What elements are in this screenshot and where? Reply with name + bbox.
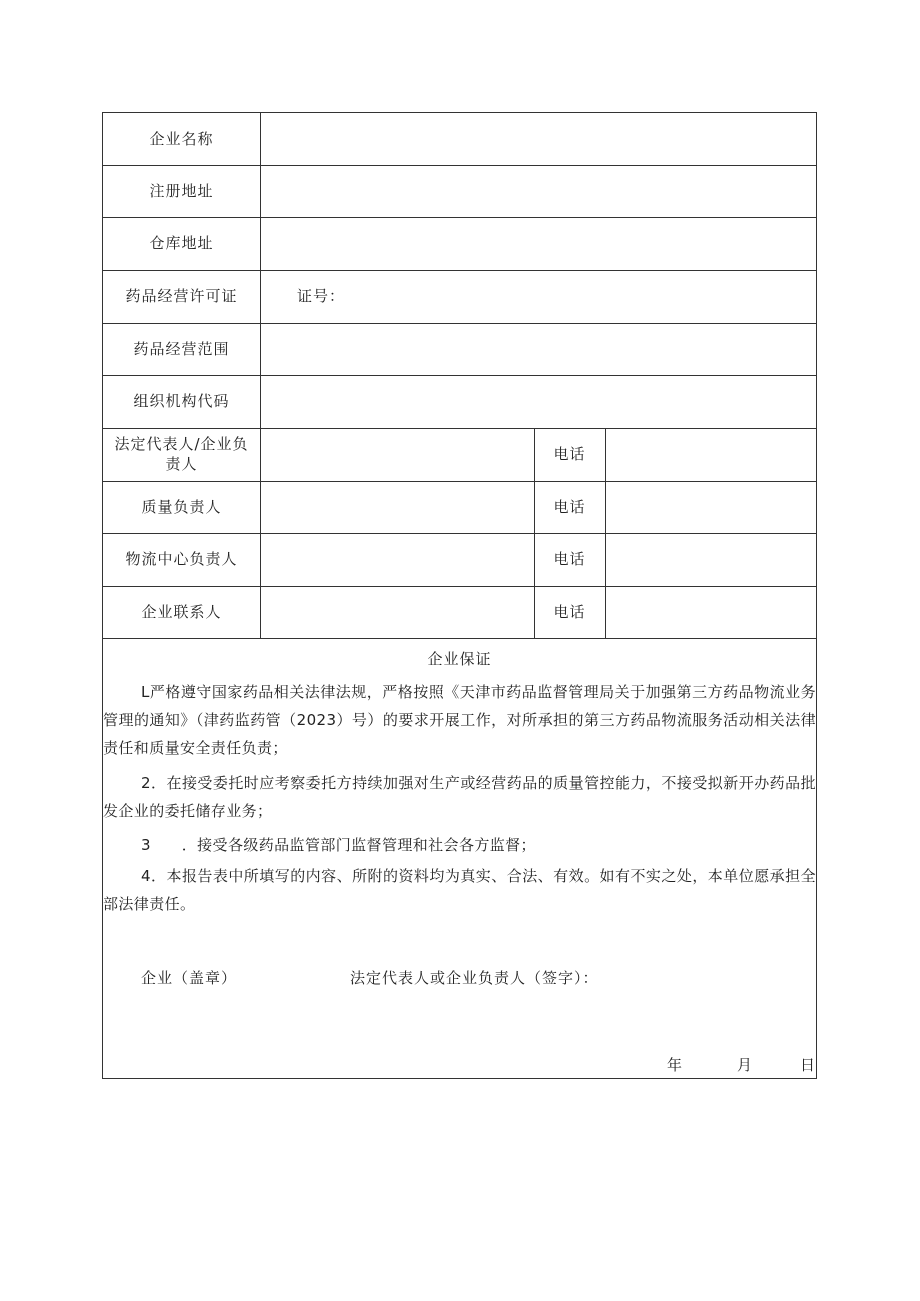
quality-manager-label: 质量负责人	[141, 498, 222, 516]
row-divider	[103, 533, 816, 534]
row-divider	[103, 428, 816, 429]
business-scope-label: 药品经营范围	[133, 340, 230, 358]
row-divider	[103, 165, 816, 166]
representative-signature-label: 法定代表人或企业负责人（签字）：	[350, 969, 599, 987]
company-contact-label: 企业联系人	[141, 603, 222, 621]
guarantee-item-2: 2．在接受委托时应考察委托方持续加强对生产或经营药品的质量管控能力，不接受拟新开办药品批发企业的委托储存业务；	[103, 774, 816, 820]
registered-address-label: 注册地址	[149, 182, 214, 200]
company-name-label: 企业名称	[149, 130, 214, 148]
date-year-label: 年	[667, 1056, 684, 1074]
row-divider	[103, 375, 816, 376]
row-divider	[103, 586, 816, 587]
guarantee-item-4: 4．本报告表中所填写的内容、所附的资料均为真实、合法、有效。如有不实之处，本单位愿承担全部法律责任。	[103, 867, 816, 913]
logistics-center-manager-label: 物流中心负责人	[125, 550, 238, 568]
label-column-divider	[260, 113, 261, 638]
license-number-field[interactable]: 证号：	[297, 287, 346, 305]
row-divider	[103, 323, 816, 324]
drug-license-label: 药品经营许可证	[125, 287, 238, 305]
company-seal-label: 企业（盖章）	[141, 969, 238, 987]
phone-label: 电话	[553, 603, 586, 621]
row-divider	[103, 270, 816, 271]
date-day-label: 日	[800, 1056, 817, 1074]
phone-label-right-divider	[605, 428, 606, 638]
phone-label: 电话	[553, 445, 586, 463]
legal-representative-label: 法定代表人/企业负责人	[114, 435, 249, 473]
warehouse-address-label: 仓库地址	[149, 234, 214, 252]
phone-label: 电话	[553, 550, 586, 568]
date-month-label: 月	[737, 1056, 754, 1074]
organization-code-label: 组织机构代码	[133, 392, 230, 410]
guarantee-title: 企业保证	[427, 650, 492, 668]
row-divider	[103, 481, 816, 482]
phone-label: 电话	[553, 498, 586, 516]
guarantee-item-3: 3 ．接受各级药品监管部门监督管理和社会各方监督；	[141, 836, 536, 854]
enterprise-info-form	[102, 112, 817, 1079]
row-divider	[103, 217, 816, 218]
row-divider	[103, 638, 816, 639]
guarantee-item-1: L严格遵守国家药品相关法律法规，严格按照《天津市药品监督管理局关于加强第三方药品物流业务管理的通知》（津药监药管（2023）号）的要求开展工作，对所承担的第三方药品物流服务活动相关法律责任和质量安全责任负责；	[103, 683, 816, 757]
